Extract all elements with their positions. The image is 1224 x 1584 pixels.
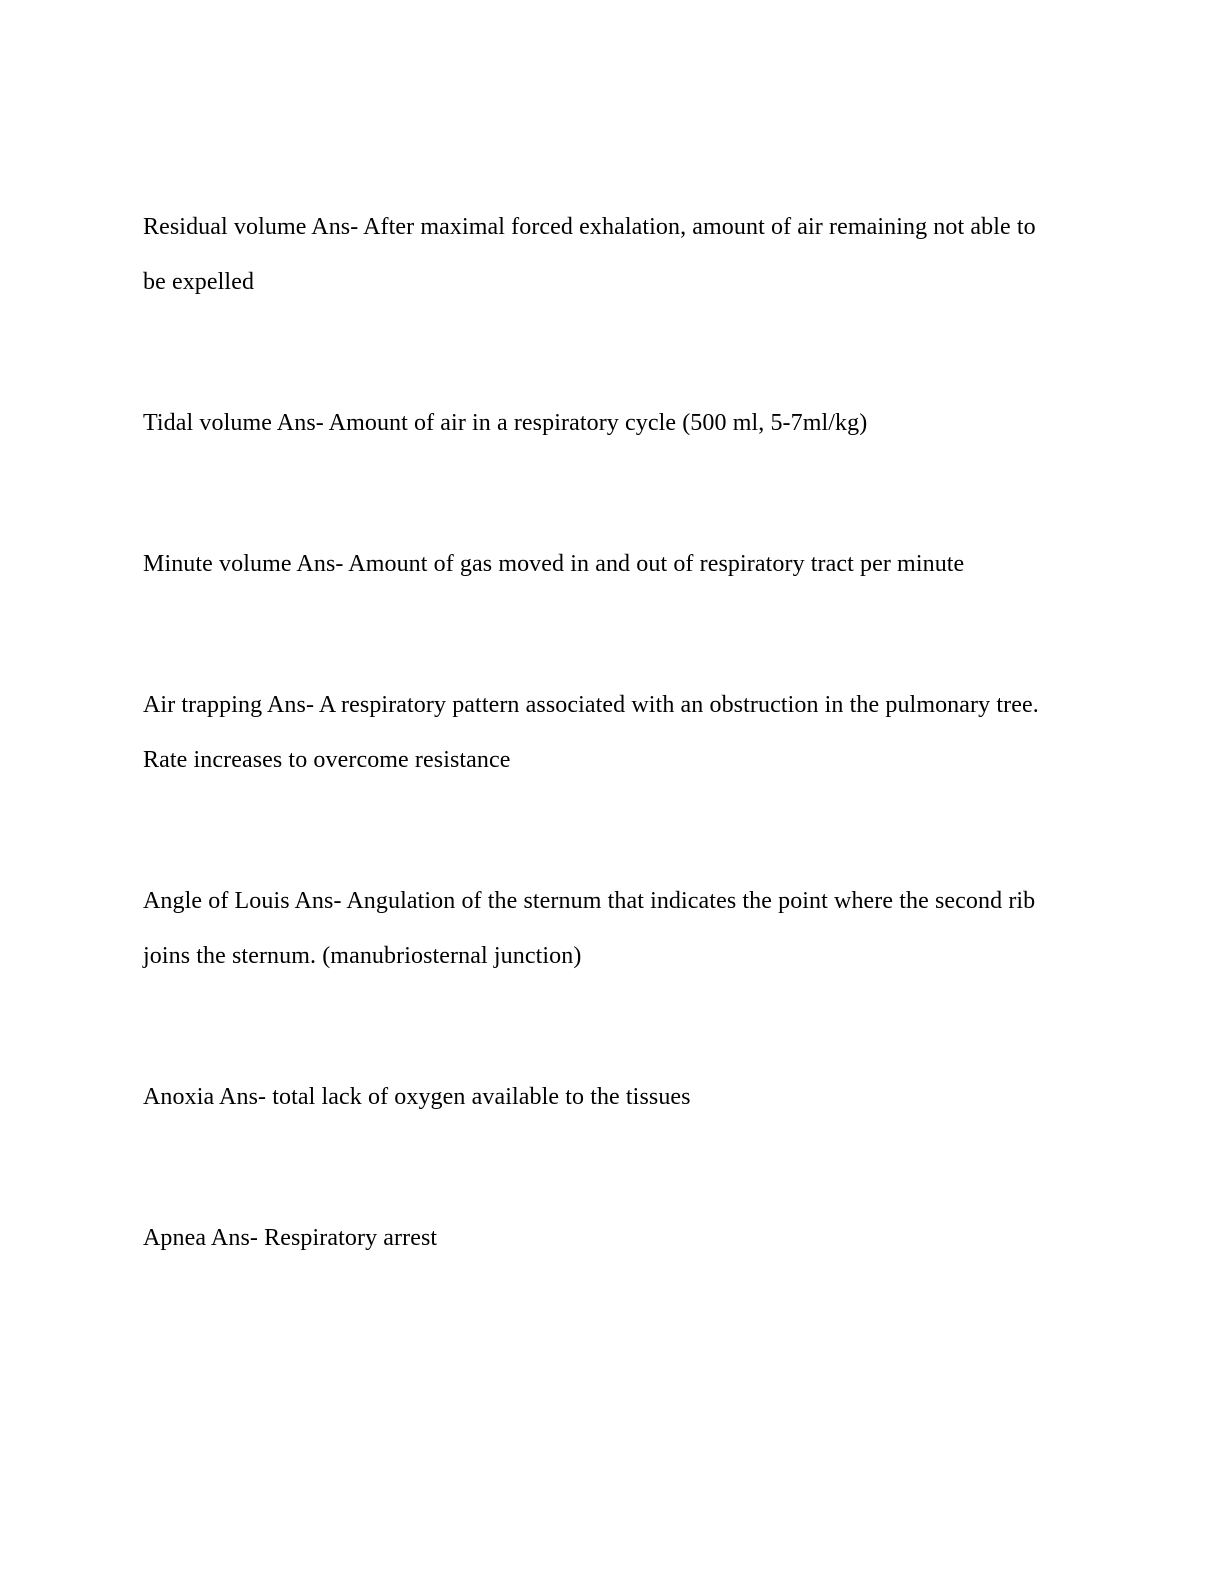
- definition-text: Amount of air in a respiratory cycle (500 ml, 5-7ml/kg): [328, 410, 868, 436]
- ans-label: Ans-: [311, 214, 359, 240]
- term-text: Minute volume: [143, 551, 292, 577]
- ans-label: Ans-: [276, 410, 324, 436]
- definition-text: total lack of oxygen available to the tissues: [272, 1084, 691, 1110]
- term-text: Tidal volume: [143, 410, 272, 436]
- flashcard-entry: [143, 1070, 1064, 1125]
- ans-label: Ans-: [210, 1225, 258, 1251]
- flashcard-entry: [143, 874, 1064, 984]
- flashcard-entry: [143, 200, 1064, 310]
- term-text: Residual volume: [143, 214, 307, 240]
- flashcard-entry: [143, 396, 1064, 451]
- definition-text: After maximal forced exhalation, amount of air remaining not able to be expelled: [143, 214, 1036, 295]
- definition-text: A respiratory pattern associated with an obstruction in the pulmonary tree. Rate increases to overcome resistance: [143, 692, 1039, 773]
- ans-label: Ans-: [294, 888, 342, 914]
- definition-text: Respiratory arrest: [264, 1225, 438, 1251]
- term-text: Air trapping: [143, 692, 263, 718]
- ans-label: Ans-: [296, 551, 344, 577]
- term-text: Angle of Louis: [143, 888, 290, 914]
- flashcard-entry: [143, 537, 1064, 592]
- ans-label: Ans-: [219, 1084, 267, 1110]
- term-text: Anoxia: [143, 1084, 215, 1110]
- flashcard-entry: [143, 678, 1064, 788]
- flashcard-entry: [143, 1211, 1064, 1266]
- definition-text: Angulation of the sternum that indicates the point where the second rib joins the sternum. (manubriosternal junction): [143, 888, 1036, 969]
- definition-text: Amount of gas moved in and out of respiratory tract per minute: [348, 551, 965, 577]
- term-text: Apnea: [143, 1225, 207, 1251]
- ans-label: Ans-: [266, 692, 315, 718]
